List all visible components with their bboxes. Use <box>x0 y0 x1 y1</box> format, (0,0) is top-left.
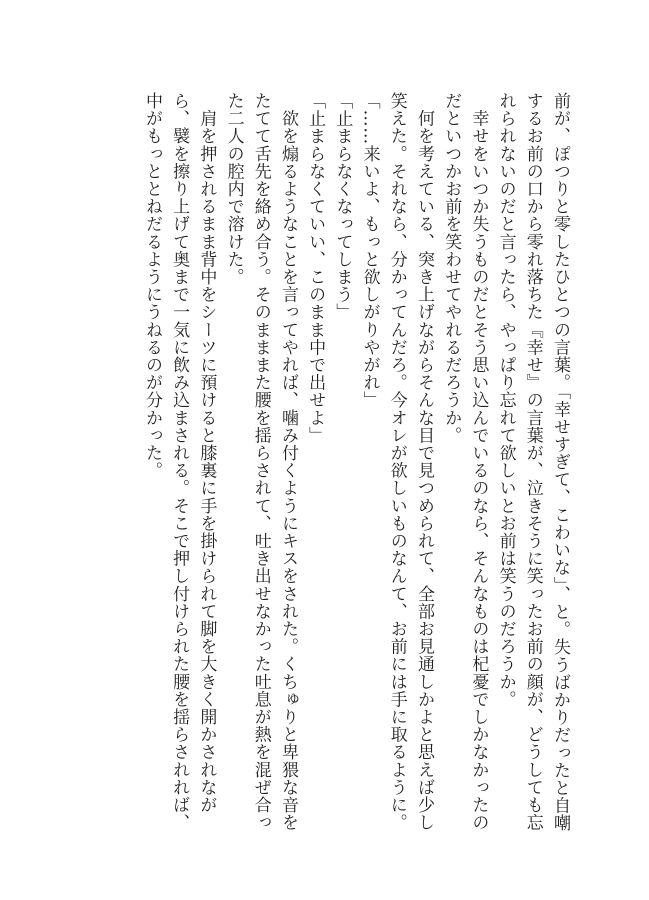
text-line: 「止まらなくなってしまう」 <box>332 92 353 321</box>
text-line: 欲を煽るようなことを言ってやれば、噛み付くようにキスをされた。くちゅりと卑猥な音を <box>277 92 298 832</box>
text-line: 笑えた。それなら、分かってんだろ。今オレが欲しいものなんて、お前には手に取るように。 <box>386 92 407 832</box>
text-line: 何を考えている、突き上げながらそんな目で見つめられて、全部お見通しかよと思えば少し <box>413 92 434 832</box>
text-line: れられないのだと言ったら、やっぱり忘れて欲しいとお前は笑うのだろうか。 <box>495 92 516 708</box>
vertical-text-body <box>138 92 573 832</box>
text-line: だといつかお前を笑わせてやれるだろうか。 <box>441 92 462 444</box>
text-line: たてて舌先を絡め合う。そのまままた腰を揺らされて、吐き出せなかった吐息が熱を混ぜ合っ <box>250 92 271 832</box>
text-line: 中がもっととねだるようにうねるのが分かった。 <box>141 92 162 480</box>
text-line: 「……来いよ、もっと欲しがりやがれ」 <box>359 92 380 409</box>
text-line: 「止まらなくていい、このまま中で出せよ」 <box>305 92 326 444</box>
text-line: た二人の腔内で溶けた。 <box>223 92 244 286</box>
text-line: ら、襞を擦り上げて奥まで一気に飲み込まされる。そこで押し付けられた腰を揺らされれば、 <box>169 92 190 832</box>
text-line: 前が、ぽつりと零したひとつの言葉。「幸せすぎて、こわいな」、と。失うばかりだったと自嘲 <box>550 92 570 832</box>
text-line: 肩を押されるまま背中をシーツに預けると膝裏に手を掛けられて脚を大きく開かされなが <box>196 92 217 814</box>
text-line: するお前の口から零れ落ちた『幸せ』の言葉が、泣きそうに笑ったお前の顔が、どうしても忘 <box>522 92 543 832</box>
text-line: 幸せをいつか失うものだとそう思い込んでいるのなら、そんなものは杞憂でしかなかったの <box>468 92 489 832</box>
